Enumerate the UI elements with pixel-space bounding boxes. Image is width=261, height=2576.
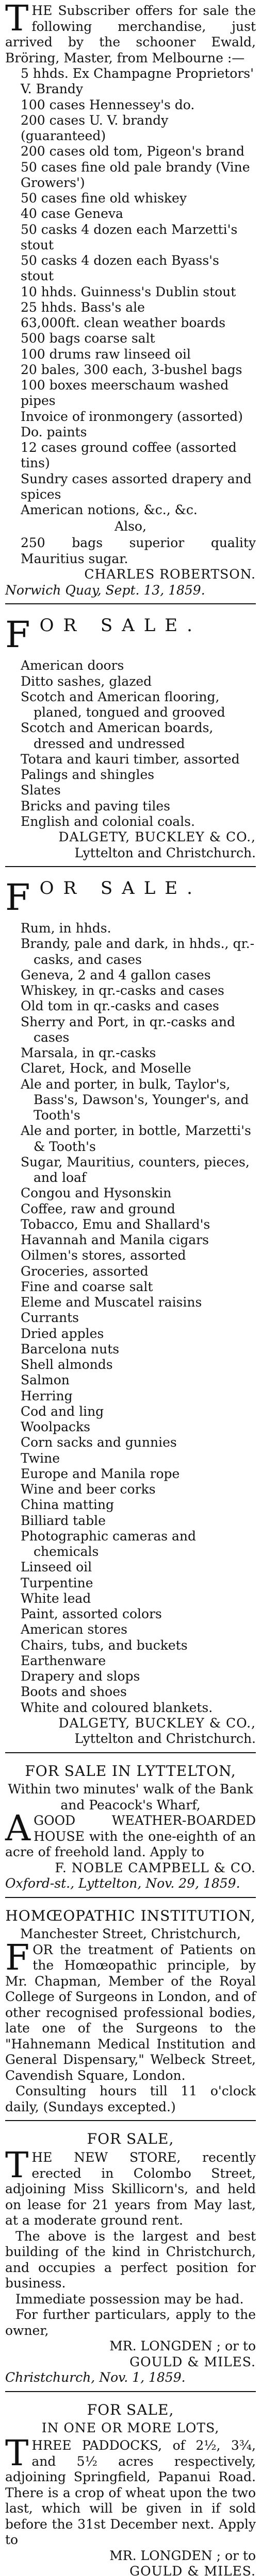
list-item: American notions, &c., &c. <box>21 502 198 517</box>
ad3-heading-first: F <box>5 876 40 919</box>
ad4-heading: FOR SALE IN LYTTELTON, <box>25 1762 236 1780</box>
list-item: Sundry cases assorted drapery and spices <box>21 471 252 502</box>
list-item: Rum, in hhds. <box>21 921 111 936</box>
ad-for-sale-stores <box>5 871 256 1751</box>
ad4-signature: F. NOBLE CAMPBELL & CO. <box>55 1860 256 1875</box>
list-item: 500 bags coarse salt <box>21 331 155 346</box>
divider <box>5 866 256 867</box>
list-item: Scotch and American flooring, planed, tongued and grooved <box>21 689 225 720</box>
ad-three-paddocks <box>5 2396 256 2576</box>
list-item: Claret, Hock, and Moselle <box>21 1061 191 1076</box>
list-item: Ditto sashes, glazed <box>21 673 152 689</box>
divider <box>5 1897 256 1898</box>
list-item: 100 cases Hennessey's do. <box>21 97 195 112</box>
list-item: Fine and coarse salt <box>21 1279 153 1294</box>
list-item: 20 bales, 300 each, 3-bushel bags <box>21 362 242 377</box>
ad5-subheading: Manchester Street, Christchurch, <box>20 1926 241 1942</box>
divider <box>5 603 256 604</box>
list-item: 12 cases ground coffee (assorted tins) <box>21 440 237 471</box>
ad1-item-list <box>5 66 256 518</box>
list-item: 40 case Geneva <box>21 206 123 222</box>
ad6-signature: MR. LONGDEN ; or to <box>109 2338 256 2354</box>
list-item: Boots and shoes <box>21 1684 127 1700</box>
list-item: Cod and ling <box>21 1403 104 1419</box>
ad7-body-text: HREE PADDOCKS, of 2½, 3¾, and 5½ acres respectively, adjoining Springfield, Papanui Road. There is a crop of wheat upon the two last, which will be given in if sold before the 31st December next. Apply to <box>5 2438 256 2548</box>
ad-charles-robertson <box>5 0 256 602</box>
ad-sale-lyttelton <box>5 1757 256 1896</box>
list-item: Turpentine <box>21 1575 93 1590</box>
list-item: English and colonial coals. <box>21 814 195 829</box>
ad4-dateline: Oxford-st., Lyttelton, Nov. 29, 1859. <box>5 1876 240 1891</box>
list-item: Corn sacks and gunnies <box>21 1435 177 1450</box>
list-item: White and coloured blankets. <box>21 1700 213 1715</box>
list-item: Sugar, Mauritius, counters, pieces, and loaf <box>21 1154 250 1185</box>
ad6-heading: FOR SALE, <box>87 2130 174 2148</box>
list-item: Currants <box>21 1310 79 1326</box>
ad6-body-text-4: For further particulars, apply to the owner, <box>5 2307 256 2338</box>
list-item: Ale and porter, in bottle, Marzetti's & Tooth's <box>21 1123 251 1154</box>
ad7-dropcap: T <box>5 2433 29 2475</box>
list-item: Woolpacks <box>21 1419 90 1434</box>
list-item: Eleme and Muscatel raisins <box>21 1295 202 1310</box>
ad2-heading-rest: OR SALE. <box>39 615 202 636</box>
ad5-body-paragraph <box>5 1937 256 2084</box>
list-item: China matting <box>21 1497 114 1513</box>
ad7-signature-2: GOULD & MILES. <box>129 2564 256 2576</box>
ad2-heading <box>5 614 256 656</box>
ad1-also-item: 250 bags superior quality Mauritius sugar. <box>21 535 256 566</box>
divider <box>5 2120 256 2121</box>
list-item: Geneva, 2 and 4 gallon cases <box>21 967 211 982</box>
list-item: Scotch and American boards, dressed and undressed <box>21 720 214 751</box>
ad6-dropcap: T <box>5 2145 29 2187</box>
list-item: 200 cases U. V. brandy (guaranteed) <box>21 112 169 143</box>
list-item: Photographic cameras and chemicals <box>21 1528 197 1559</box>
list-item: Twine <box>21 1450 60 1466</box>
list-item: Marsala, in qr.-casks <box>21 1045 156 1060</box>
list-item: 100 boxes meerschaum washed pipes <box>21 378 229 409</box>
ad1-intro-paragraph <box>5 0 256 66</box>
list-item: Old tom in qr.-casks and cases <box>21 998 219 1014</box>
list-item: Totara and kauri timber, assorted <box>21 751 240 767</box>
list-item: Dried apples <box>21 1326 104 1341</box>
list-item: Barcelona nuts <box>21 1341 120 1357</box>
ad2-signature-location: Lyttelton and Christchurch. <box>74 845 256 860</box>
ad5-heading: HOMŒOPATHIC INSTITUTION, <box>5 1907 256 1924</box>
list-item: Tobacco, Emu and Shallard's <box>21 1216 210 1232</box>
ad1-also: Also, <box>115 519 146 534</box>
ad1-intro-text: HE Subscriber offers for sale the following merchandise, just arrived by the schooner Ewald, Bröring, Master, from Melbourne :— <box>5 3 256 65</box>
ad7-heading: FOR SALE, <box>87 2401 174 2418</box>
list-item: Wine and beer corks <box>21 1482 156 1497</box>
list-item: Salmon <box>21 1372 70 1388</box>
list-item: 63,000ft. clean weather boards <box>21 315 226 330</box>
ad6-body-paragraph <box>5 2145 256 2229</box>
list-item: Havannah and Manila cigars <box>21 1232 209 1247</box>
list-item: 200 cases old tom, Pigeon's brand <box>21 144 245 159</box>
ad3-heading <box>5 876 256 919</box>
ad4-subheading: Within two minutes' walk of the Bank and Peacock's Wharf, <box>8 1782 253 1812</box>
ad5-hours: Consulting hours till 11 o'clock daily, (Sundays excepted.) <box>5 2083 256 2114</box>
list-item: 10 hhds. Guinness's Dublin stout <box>21 284 236 299</box>
ad7-subheading: IN ONE OR MORE LOTS, <box>41 2420 220 2436</box>
ad4-body-text: GOOD WEATHER-BOARDED HOUSE with the one-eighth of an acre of freehold land. Apply to <box>5 1813 256 1860</box>
ad3-heading-rest: OR SALE. <box>39 878 202 899</box>
list-item: Shell almonds <box>21 1357 113 1372</box>
list-item: 50 cases fine old whiskey <box>21 191 187 206</box>
ad3-item-list <box>5 921 256 1716</box>
list-item: Groceries, assorted <box>21 1263 149 1279</box>
ad5-body-text: OR the treatment of Patients on the Homœopathic principle, by Mr. Chapman, Member of the Royal College of Surgeons in London, and of other recognised professional bodies, late one of the Surgeons to the "Hahnemann Medical Institution and General Dispensary," Welbeck Street, Cavendish Square, London. <box>5 1942 256 2083</box>
ad7-signature: MR. LONGDEN ; or to <box>109 2548 256 2563</box>
divider <box>5 2391 256 2392</box>
list-item: Coffee, raw and ground <box>21 1201 175 1216</box>
list-item: Earthenware <box>21 1653 106 1668</box>
ad1-dropcap: T <box>5 0 29 39</box>
list-item: Do. paints <box>21 424 87 439</box>
list-item: 50 casks 4 dozen each Marzetti's stout <box>21 222 238 252</box>
ad-homoeopathic-institution <box>5 1902 256 2120</box>
list-item: Oilmen's stores, assorted <box>21 1248 186 1263</box>
ad6-body-text-1: HE NEW STORE, recently erected in Colombo Street, adjoining Miss Skillicorn's, and held on lease for 21 years from May last, at a moderate ground rent. <box>5 2150 256 2228</box>
list-item: American stores <box>21 1622 127 1637</box>
ad6-body-text-2: The above is the largest and best building of the kind in Christchurch, and occupies a perfect position for business. <box>5 2228 256 2291</box>
list-item: Herring <box>21 1388 73 1403</box>
list-item: Linseed oil <box>21 1560 92 1575</box>
list-item: Ale and porter, in bulk, Taylor's, Bass's, Dawson's, Younger's, and Tooth's <box>21 1076 249 1123</box>
ad1-dateline: Norwich Quay, Sept. 13, 1859. <box>5 582 205 598</box>
list-item: American doors <box>21 658 124 673</box>
ad2-signature: DALGETY, BUCKLEY & CO., <box>58 829 256 844</box>
ad5-dropcap: F <box>5 1937 30 1978</box>
list-item: Congou and Hysonskin <box>21 1185 172 1201</box>
list-item: Whiskey, in qr.-casks and cases <box>21 983 224 998</box>
list-item: 25 hhds. Bass's ale <box>21 299 145 315</box>
list-item: Sherry and Port, in qr.-casks and cases <box>21 1014 236 1045</box>
divider <box>5 1752 256 1753</box>
list-item: Slates <box>21 783 61 798</box>
ad4-dropcap: A <box>5 1808 31 1850</box>
ad6-signature-2: GOULD & MILES. <box>129 2354 256 2369</box>
list-item: Brandy, pale and dark, in hhds., qr.-casks, and cases <box>21 936 255 967</box>
ad4-body-paragraph <box>5 1808 256 1860</box>
list-item: 5 hhds. Ex Champagne Proprietors' V. Brandy <box>21 66 254 97</box>
list-item: Palings and shingles <box>21 767 155 782</box>
list-item: Billiard table <box>21 1513 106 1528</box>
list-item: 50 cases fine old pale brandy (Vine Growers') <box>21 159 250 190</box>
list-item: Invoice of ironmongery (assorted) <box>21 409 243 424</box>
ad2-heading-first: F <box>5 614 40 656</box>
ad-new-store-for-sale <box>5 2125 256 2389</box>
ad3-signature: DALGETY, BUCKLEY & CO., <box>58 1715 256 1731</box>
list-item: Chairs, tubs, and buckets <box>21 1637 188 1653</box>
list-item: Paint, assorted colors <box>21 1606 162 1621</box>
list-item: White lead <box>21 1590 91 1606</box>
ad3-signature-location: Lyttelton and Christchurch. <box>74 1731 256 1747</box>
list-item: Drapery and slops <box>21 1669 140 1684</box>
ad2-item-list <box>5 658 256 829</box>
ad1-signature: CHARLES ROBERTSON. <box>84 567 256 582</box>
list-item: 100 drums raw linseed oil <box>21 346 191 362</box>
list-item: 50 casks 4 dozen each Byass's stout <box>21 253 219 284</box>
ad-for-sale-timber <box>5 608 256 865</box>
ad7-body-paragraph <box>5 2433 256 2548</box>
list-item: Europe and Manila rope <box>21 1466 180 1481</box>
ad6-body-text-3: Immediate possession may be had. <box>15 2291 244 2307</box>
list-item: Bricks and paving tiles <box>21 798 170 814</box>
ad6-dateline: Christchurch, Nov. 1, 1859. <box>5 2370 186 2385</box>
